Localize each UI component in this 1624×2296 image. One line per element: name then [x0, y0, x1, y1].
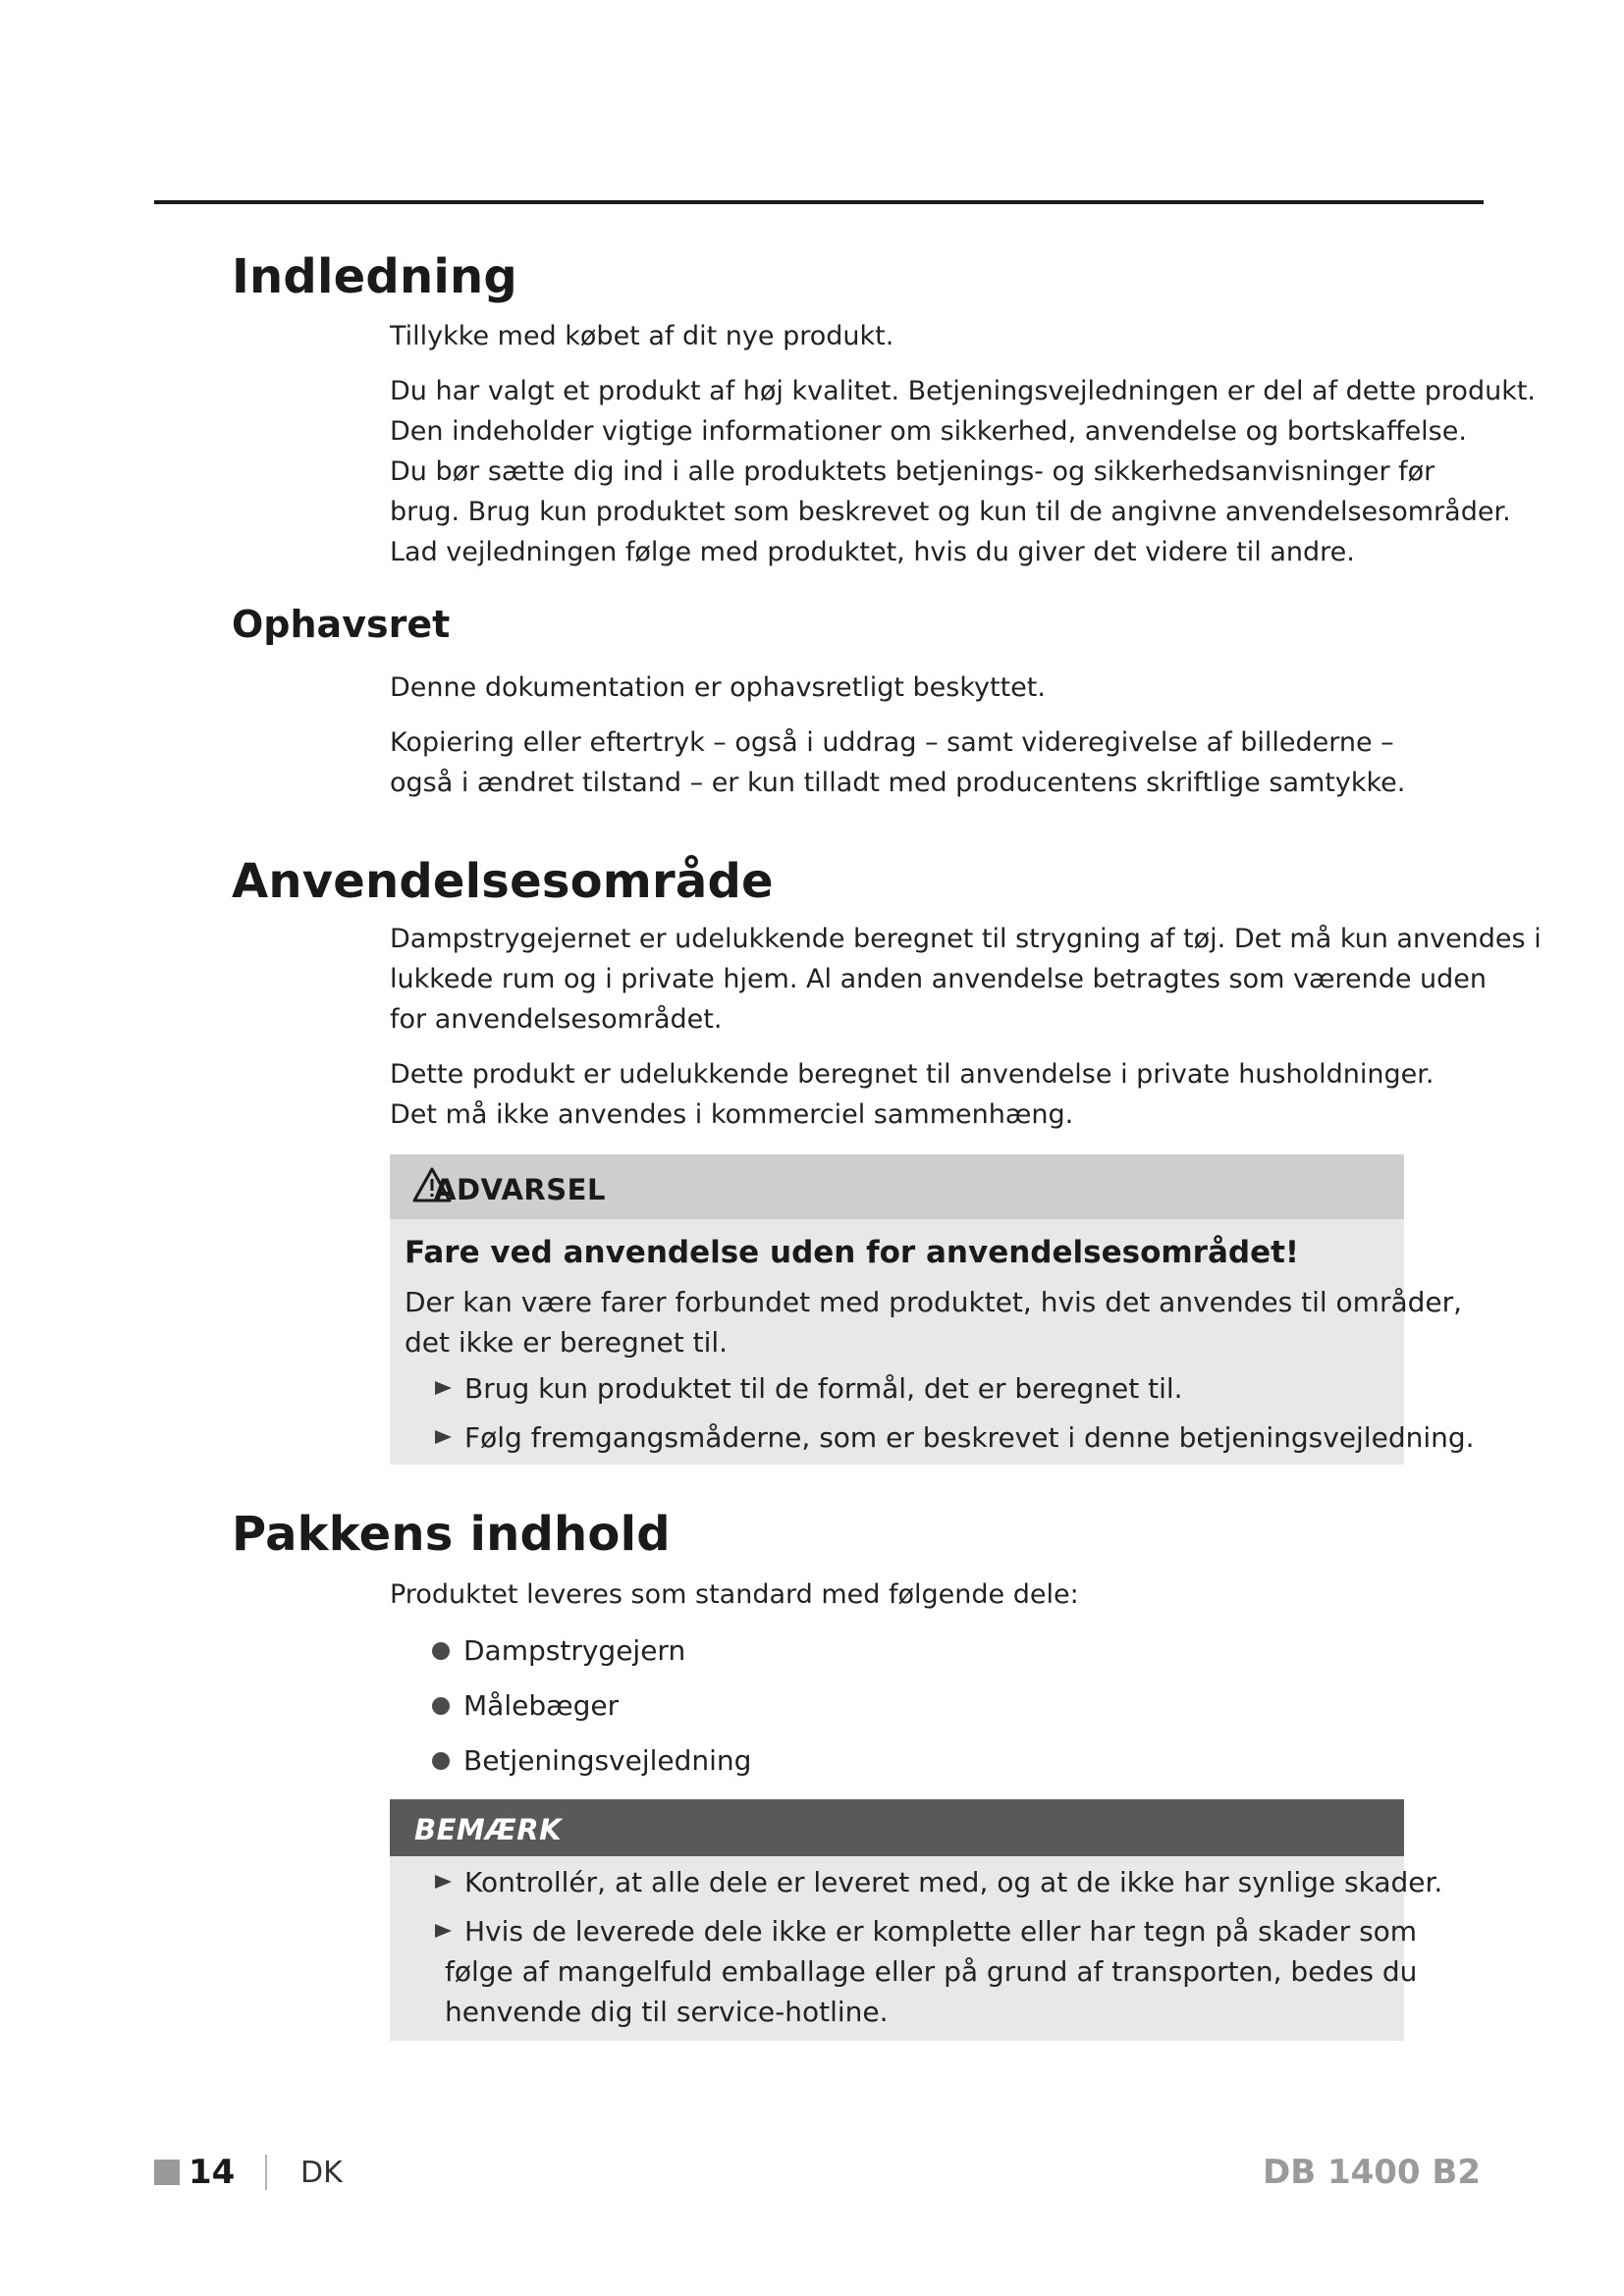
- usage-paragraph-2: Dette produkt er udelukkende beregnet til anvendelse i private husholdninger. Det må ikke anvendes i kommerciel sammenhæng.: [390, 1059, 1435, 1130]
- page-number: 14: [189, 2153, 236, 2192]
- bullet-icon: [432, 1697, 450, 1715]
- warning-title: ADVARSEL: [434, 1173, 606, 1206]
- arrow-right-icon: [435, 1924, 452, 1938]
- note-list: [435, 1862, 1442, 2032]
- list-item: Brug kun produktet til de formål, det er beregnet til.: [435, 1368, 1475, 1417]
- note-box: [390, 1799, 1443, 2041]
- arrow-right-icon: [435, 1875, 452, 1889]
- arrow-right-icon: [435, 1381, 452, 1395]
- package-intro: Produktet leveres som standard med følgende dele:: [390, 1579, 1079, 1610]
- note-title: BEMÆRK: [414, 1813, 563, 1846]
- warning-box: [390, 1154, 1475, 1465]
- list-item: Kontrollér, at alle dele er leveret med, og at de ikke har synlige skader.: [435, 1862, 1442, 1911]
- intro-paragraph: Du har valgt et produkt af høj kvalitet. Betjeningsvejledningen er del af dette produkt. Den indeholder vigtige informationer om sikkerhed, anvendelse og bortskaffelse. Du bør sætte dig ind i alle produktets betjenings- og sikkerhedsanvisninger før brug. Brug kun produktet som beskrevet og kun til de angivne anvendelsesområder. Lad vejledningen følge med produktet, hvis du giver det videre til andre.: [390, 376, 1536, 567]
- copyright-heading: Ophavsret: [232, 603, 451, 646]
- footer-divider: [265, 2155, 267, 2190]
- intro-heading: Indledning: [232, 249, 517, 304]
- list-item: Dampstrygejern: [432, 1624, 751, 1679]
- list-item: Målebæger: [432, 1679, 751, 1734]
- warning-text: Der kan være farer forbundet med produktet, hvis det anvendes til områder, det ikke er beregnet til.: [405, 1286, 1463, 1359]
- list-item: Hvis de leverede dele ikke er komplette eller har tegn på skader som følge af mangelfuld emballage eller på grund af transporten, bedes du henvende dig til service-hotline.: [435, 1911, 1442, 2032]
- warning-subtitle: Fare ved anvendelse uden for anvendelsesområdet!: [405, 1235, 1300, 1270]
- package-list: [432, 1624, 751, 1789]
- warning-list: [435, 1368, 1475, 1458]
- usage-paragraph-1: Dampstrygejernet er udelukkende beregnet til strygning af tøj. Det må kun anvendes i lukkede rum og i private hjem. Al anden anvendelse betragtes som værende uden for anvendelsesområdet.: [390, 924, 1542, 1035]
- package-heading: Pakkens indhold: [232, 1507, 671, 1562]
- bullet-icon: [432, 1752, 450, 1770]
- copyright-line: Denne dokumentation er ophavsretligt beskyttet.: [390, 672, 1046, 703]
- arrow-right-icon: [435, 1430, 452, 1444]
- footer-square-icon: [154, 2160, 180, 2185]
- top-rule: [154, 200, 1484, 204]
- language-code: DK: [300, 2156, 343, 2190]
- list-item: Følg fremgangsmåderne, som er beskrevet i denne betjeningsvejledning.: [435, 1417, 1475, 1458]
- copyright-paragraph: Kopiering eller eftertryk – også i uddrag – samt videregivelse af billederne – også i ændret tilstand – er kun tilladt med producentens skriftlige samtykke.: [390, 727, 1406, 798]
- model-number: DB 1400 B2: [1262, 2153, 1481, 2192]
- bullet-icon: [432, 1642, 450, 1660]
- note-header: [390, 1799, 1404, 1856]
- list-item: Betjeningsvejledning: [432, 1734, 751, 1789]
- intro-greeting: Tillykke med købet af dit nye produkt.: [390, 321, 894, 351]
- warning-header: [390, 1154, 1404, 1219]
- usage-heading: Anvendelsesområde: [232, 854, 774, 909]
